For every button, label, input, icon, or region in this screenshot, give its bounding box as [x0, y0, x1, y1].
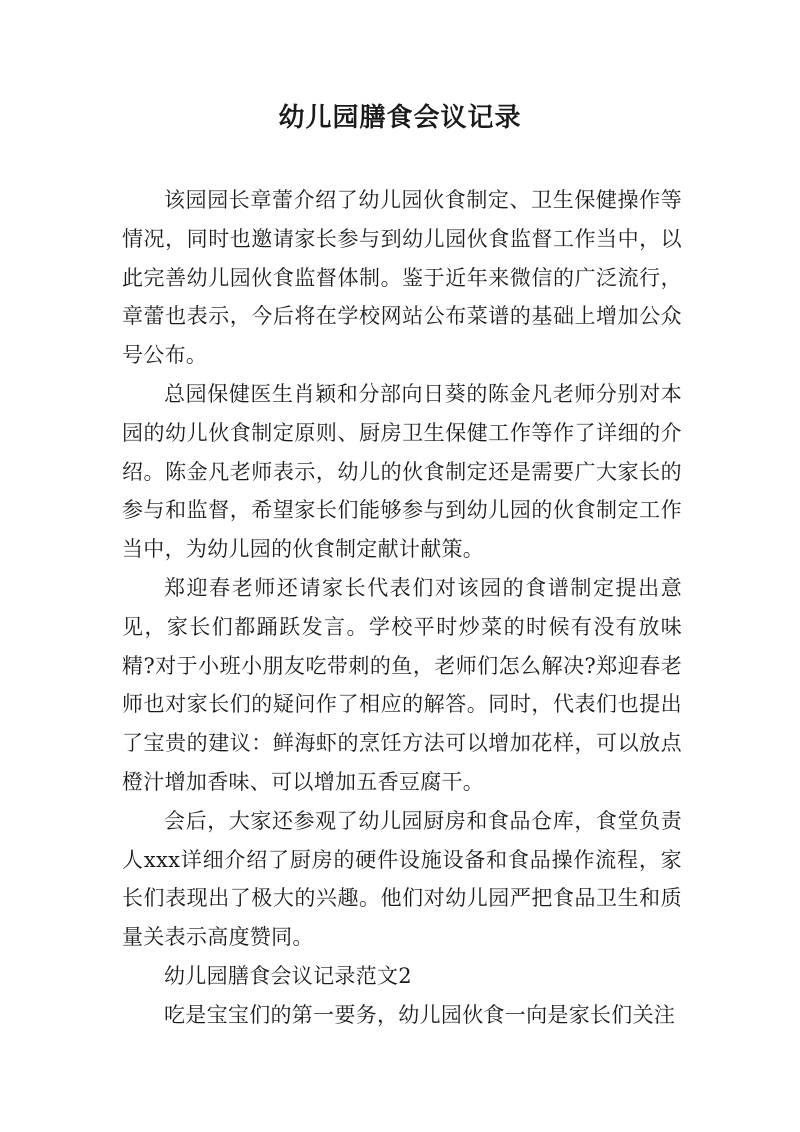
- paragraph-1: 该园园长章蕾介绍了幼儿园伙食制定、卫生保健操作等情况，同时也邀请家长参与到幼儿园伙食监督工作当中，以此完善幼儿园伙食监督体制。鉴于近年来微信的广泛流行，章蕾也表示，今后将在学校网站公布菜谱的基础上增加公众号公布。: [122, 188, 682, 368]
- paragraph-2: 总园保健医生肖颖和分部向日葵的陈金凡老师分别对本园的幼儿伙食制定原则、厨房卫生保健工作等作了详细的介绍。陈金凡老师表示，幼儿的伙食制定还是需要广大家长的参与和监督，希望家长们能够参与到幼儿园的伙食制定工作当中，为幼儿园的伙食制定献计献策。: [122, 381, 682, 562]
- document-body: [122, 181, 682, 1035]
- paragraph-3: 郑迎春老师还请家长代表们对该园的食谱制定提出意见，家长们都踊跃发言。学校平时炒菜的时候有没有放味精?对于小班小朋友吃带刺的鱼，老师们怎么解决?郑迎春老师也对家长们的疑问作了相应的解答。同时，代表们也提出了宝贵的建议：鲜海虾的烹饪方法可以增加花样，可以放点橙汁增加香味、可以增加五香豆腐干。: [122, 575, 682, 794]
- paragraph-5: 吃是宝宝们的第一要务，幼儿园伙食一向是家长们关注: [164, 1002, 676, 1027]
- document-title: 幼儿园膳食会议记录: [278, 103, 522, 133]
- paragraph-4: 会后，大家还参观了幼儿园厨房和食品仓库，食堂负责人xxx详细介绍了厨房的硬件设施设备和食品操作流程，家长们表现出了极大的兴趣。他们对幼儿园严把食品卫生和质量关表示高度赞同。: [122, 808, 682, 950]
- section-heading-sample-2: 幼儿园膳食会议记录范文2: [164, 963, 412, 988]
